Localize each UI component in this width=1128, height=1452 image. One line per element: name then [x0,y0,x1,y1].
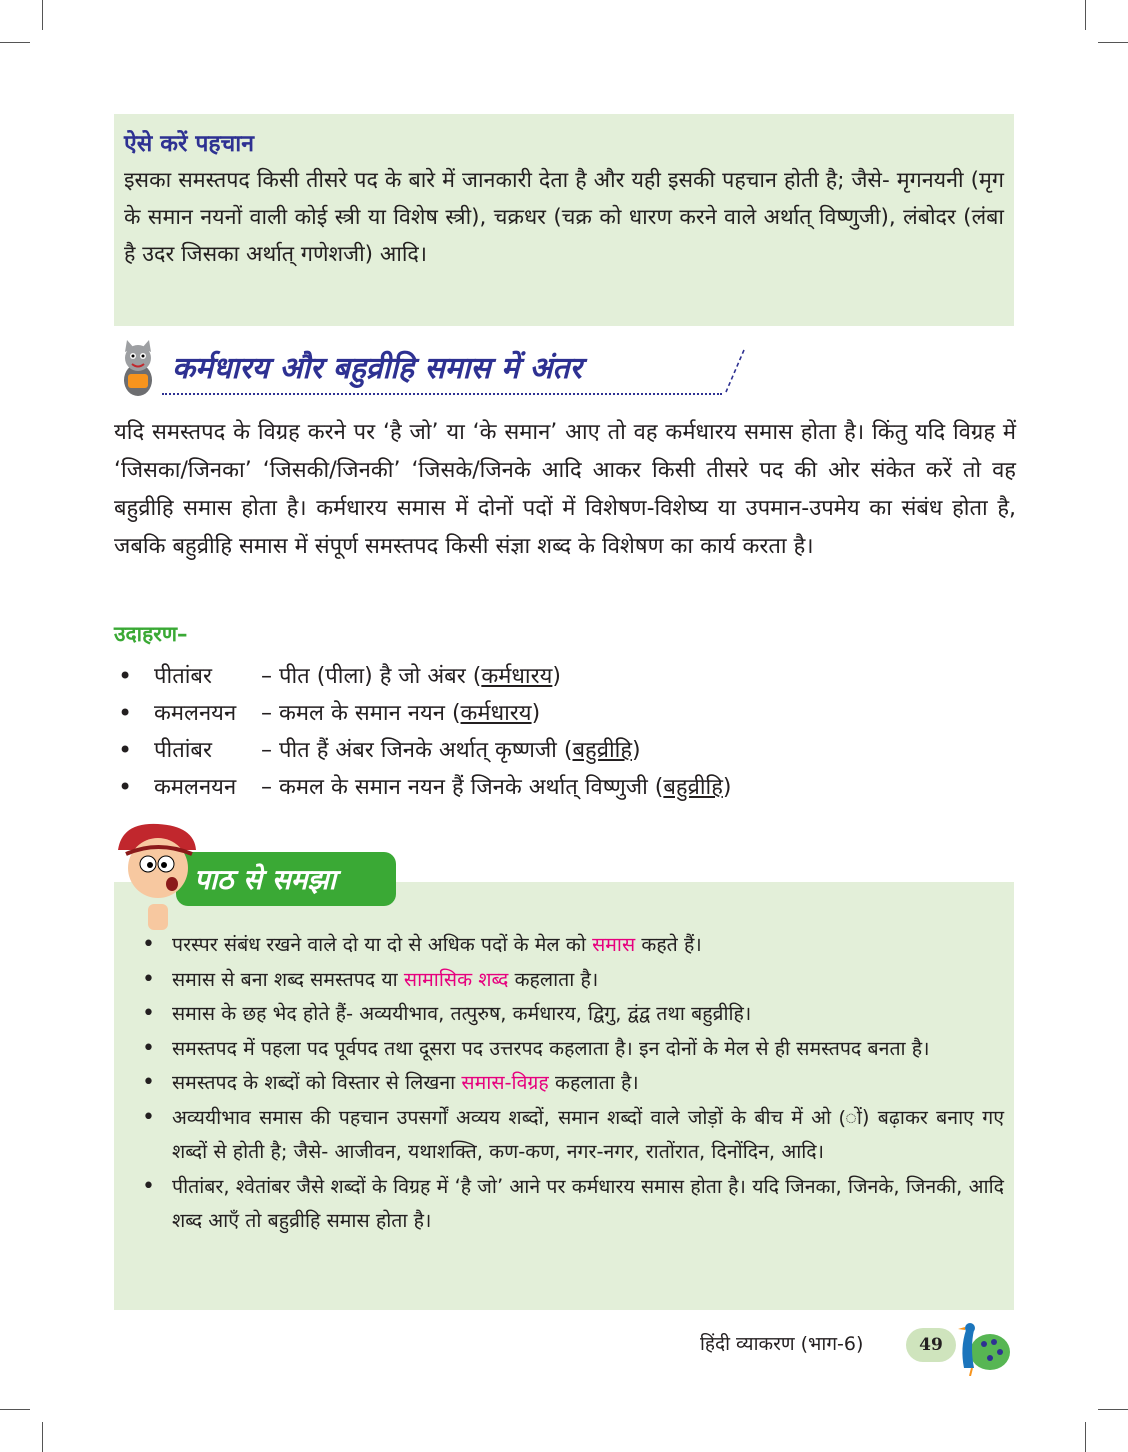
cat-mascot-icon [114,340,162,398]
crop-mark [1098,1409,1128,1410]
list-item [142,1170,1004,1239]
list-item [142,997,1004,1032]
summary-text: समस्तपद के शब्दों को विस्तार से लिखना [172,1071,462,1094]
book-title: हिंदी व्याकरण (भाग-6) [700,1333,864,1355]
crop-mark [0,1409,30,1410]
section-paragraph: यदि समस्तपद के विग्रह करने पर ‘है जो’ या ‘के समान’ आए तो वह कर्मधारय समास होता है। किंतु यदि विग्रह में ‘जिसका/जिनका’ ‘जिसकी/जिनकी’ ‘जिसके/जिनके आदि आकर किसी तीसरे पद की ओर संकेत करें तो वह बहुव्रीहि समास होता है। कर्मधारय समास में दोनों पदों में विशेषण-विशेष्य या उपमान-उपमेय का संबंध होता है, जबकि बहुव्रीहि समास में संपूर्ण समस्तपद किसी संज्ञा शब्द के विशेषण का कार्य करता है। [114,420,1016,559]
summary-text: समस्तपद में पहला पद पूर्वपद तथा दूसरा पद उत्तरपद कहलाता है। इन दोनों के मेल से ही समस्तपद बनता है। [172,1036,930,1060]
page-number: 49 [906,1328,956,1362]
summary-text: समास के छह भेद होते हैं- अव्ययीभाव, तत्पुरुष, कर्मधारय, द्विगु, द्वंद्व तथा बहुव्रीहि। [172,1002,752,1025]
summary-text: कहते हैं। [635,933,702,956]
summary-title-tag: पाठ से समझा [176,852,396,906]
example-meaning: – कमल के समान नयन ( [261,701,461,726]
crop-mark [42,0,43,30]
crop-mark [1085,1422,1086,1452]
summary-highlight: समास [592,933,636,956]
summary-highlight: समास-विग्रह [461,1071,549,1094]
example-meaning: – कमल के समान नयन हैं जिनके अर्थात् विष्णुजी ( [261,775,664,800]
list-item [142,928,1004,963]
list-item [114,695,1014,732]
example-type: बहुव्रीहि [572,738,633,763]
crop-mark [42,1422,43,1452]
identify-box [114,114,1014,326]
peacock-icon [950,1318,1012,1376]
examples-label: उदाहरण– [114,622,188,646]
list-item [114,769,1014,806]
example-term: कमलनयन [154,775,237,800]
crop-mark [1098,42,1128,43]
crop-mark [0,42,30,43]
summary-text: समास से बना शब्द समस्तपद या [172,967,404,991]
example-close: ) [552,664,561,689]
section-underline [162,393,722,395]
slash-decoration-icon [724,348,746,394]
boy-mascot-icon [112,820,208,930]
example-term: पीतांबर [154,738,212,763]
summary-text: अव्ययीभाव समास की पहचान उपसर्गों अव्यय शब्दों, समान शब्दों वाले जोड़ों के बीच में ओ (ों) बढ़ाकर बनाए गए शब्दों से होती है; जैसे- आजीवन, यथाशक्ति, कण-कण, नगर-नगर, रातोंरात, दिनोंदिन, आदि। [172,1105,1004,1163]
identify-box-title: ऐसे करें पहचान [124,131,254,157]
example-term: कमलनयन [154,701,237,726]
summary-text: पीतांबर, श्वेतांबर जैसे शब्दों के विग्रह में ‘है जो’ आने पर कर्मधारय समास होता है। यदि जिनका, जिनके, जिनकी, आदि शब्द आएँ तो बहुव्रीहि समास होता है। [172,1174,1004,1232]
example-close: ) [722,775,732,800]
example-close: ) [531,701,541,726]
examples-list [114,658,1014,806]
list-item [114,732,1014,769]
list-item [114,658,1014,695]
summary-text: कहलाता है। [548,1071,639,1094]
summary-list [142,928,1004,1239]
section-heading [116,338,756,400]
list-item [142,963,1004,998]
list-item [142,1032,1004,1067]
crop-mark [1085,0,1086,30]
example-meaning: – पीत हैं अंबर जिनके अर्थात् कृष्णजी ( [261,738,573,763]
identify-box-text: इसका समस्तपद किसी तीसरे पद के बारे में जानकारी देता है और यही इसकी पहचान होती है; जैसे- मृगनयनी (मृग के समान नयनों वाली कोई स्त्री या विशेष स्त्री), चक्रधर (चक्र को धारण करने वाले अर्थात् विष्णुजी), लंबोदर (लंबा है उदर जिसका अर्थात् गणेशजी) आदि। [124,168,1004,267]
example-type: कर्मधारय [481,664,553,689]
list-item [142,1066,1004,1101]
example-type: बहुव्रीहि [663,775,723,800]
list-item [142,1101,1004,1170]
example-type: कर्मधारय [460,701,532,726]
summary-highlight: सामासिक शब्द [403,967,509,991]
example-meaning: – पीत (पीला) है जो अंबर ( [261,664,482,689]
summary-text: कहलाता है। [508,967,599,991]
summary-text: परस्पर संबंध रखने वाले दो या दो से अधिक पदों के मेल को [172,933,593,956]
example-close: ) [632,738,641,763]
page-footer [700,1318,1010,1378]
summary-box [114,882,1014,1310]
section-title: कर्मधारय और बहुव्रीहि समास में अंतर [172,351,582,386]
example-term: पीतांबर [154,664,212,689]
